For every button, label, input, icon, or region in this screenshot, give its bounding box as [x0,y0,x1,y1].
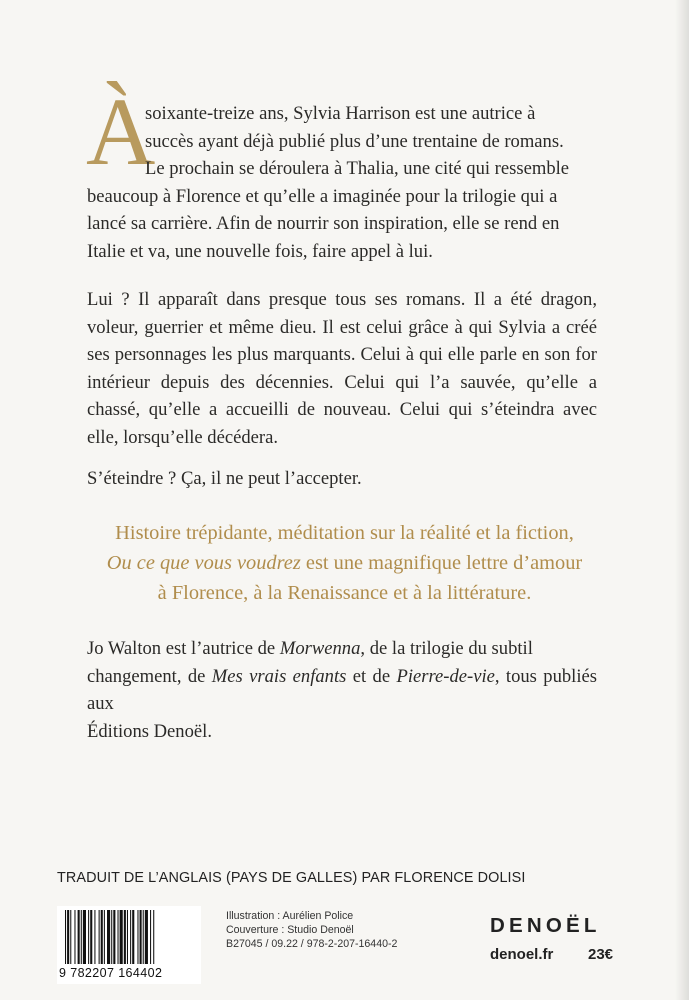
book-title-pierre-de-vie: Pierre-de-vie [396,665,495,687]
book-title-morwenna: Morwenna [279,638,361,659]
blurb-paragraph-3: S’éteindre ? Ça, il ne peut l’accepter. [87,468,362,489]
price: 23€ [588,946,614,963]
quote-line-3: à Florence, à la Renaissance et à la littérature. [157,582,532,604]
barcode-bar [111,910,112,964]
blurb-line: Italie et va, une nouvelle fois, faire appel à lui. [87,240,433,262]
blurb-line: lancé sa carrière. Afin de nourrir son inspiration, elle se rend en [87,213,560,235]
blurb-line: soixante-treize ans, Sylvia Harrison est une autrice à [145,103,536,124]
barcode-bar [132,910,134,964]
barcode-bar [153,910,154,964]
bio-line-1 [87,635,597,663]
barcode-bar [70,910,71,964]
barcode-bar [65,910,66,964]
barcode-bar [90,910,92,964]
blurb-paragraph-1 [87,100,597,266]
barcode-bar [140,910,142,964]
barcode-bar [137,910,138,964]
isbn-line: B27045 / 09.22 / 978-2-207-16440-2 [226,938,398,950]
barcode-bar [127,910,128,964]
barcode-bar [99,910,100,964]
barcode-bar [74,910,75,964]
barcode-bar [83,910,86,964]
quote-line-2-text: est une magnifique lettre d’amour [300,552,583,574]
bio-text: changement, de [87,665,212,687]
barcode-number: 9 782207 164402 [59,966,163,980]
bio-text: Jo Walton est l’autrice de [87,638,280,659]
drop-cap: À [86,78,156,185]
book-title-mes-vrais-enfants: Mes vrais enfants [211,665,347,687]
blurb-line: succès ayant déjà publié plus d’une trentaine de romans. [145,130,564,152]
barcode-bar [67,910,69,964]
barcode-bar [88,910,89,964]
cover-credit: Couverture : Studio Denoël [226,924,354,936]
barcode-bar [118,910,119,964]
translator-credit: TRADUIT DE L’ANGLAIS (PAYS DE GALLES) PAR FLORENCE DOLISI [57,870,526,886]
barcode-bar [101,910,103,964]
barcode-bar [78,910,80,964]
illustration-credit: Illustration : Aurélien Police [226,910,354,922]
quote-line-1: Histoire trépidante, méditation sur la réalité et la fiction, [115,522,574,544]
barcode-bars [59,910,199,966]
barcode-bar [81,910,82,964]
quote-line-2 [60,548,629,578]
bio-text: , tous publiés aux [87,665,597,715]
blurb-line: Le prochain se déroulera à Thalia, une cité qui ressemble [145,158,570,180]
author-bio [87,635,597,745]
barcode-bar [143,910,144,964]
barcode [57,906,201,984]
barcode-bar [145,910,148,964]
bio-text: , de la trilogie du subtil [360,638,533,659]
publisher-website: denoel.fr [490,946,554,963]
bio-line-2 [87,663,597,718]
pull-quote [60,518,629,608]
spine-shadow [675,0,689,1000]
blurb-line: beaucoup à Florence et qu’elle a imaginée pour la trilogie qui a [87,185,558,207]
barcode-bar [150,910,151,964]
barcode-bar [104,910,105,964]
barcode-bar [120,910,123,964]
barcode-bar [130,910,131,964]
barcode-bar [107,910,110,964]
barcode-bar [124,910,126,964]
credits-block [226,909,397,951]
publisher-logo: DENOËL [490,914,601,937]
bio-line-3: Éditions Denoël. [87,720,212,742]
book-title: Ou ce que vous voudrez [106,552,301,574]
blurb-paragraph-2: Lui ? Il apparaît dans presque tous ses romans. Il a été dragon, voleur, guerrier et même dieu. Il est celui grâce à qui Sylvia a créé ses personnages les plus marquants. Celui à qui elle parle en son for intérieur depuis des décennies. Celui qui l’a sauvée, qu’elle a chassé, qu’elle a accueilli de nouveau. Celui qui s’éteindra avec elle, lorsqu’elle décédera. [87,289,597,448]
bio-text: et de [346,665,397,687]
barcode-bar [113,910,115,964]
barcode-bar [94,910,95,964]
